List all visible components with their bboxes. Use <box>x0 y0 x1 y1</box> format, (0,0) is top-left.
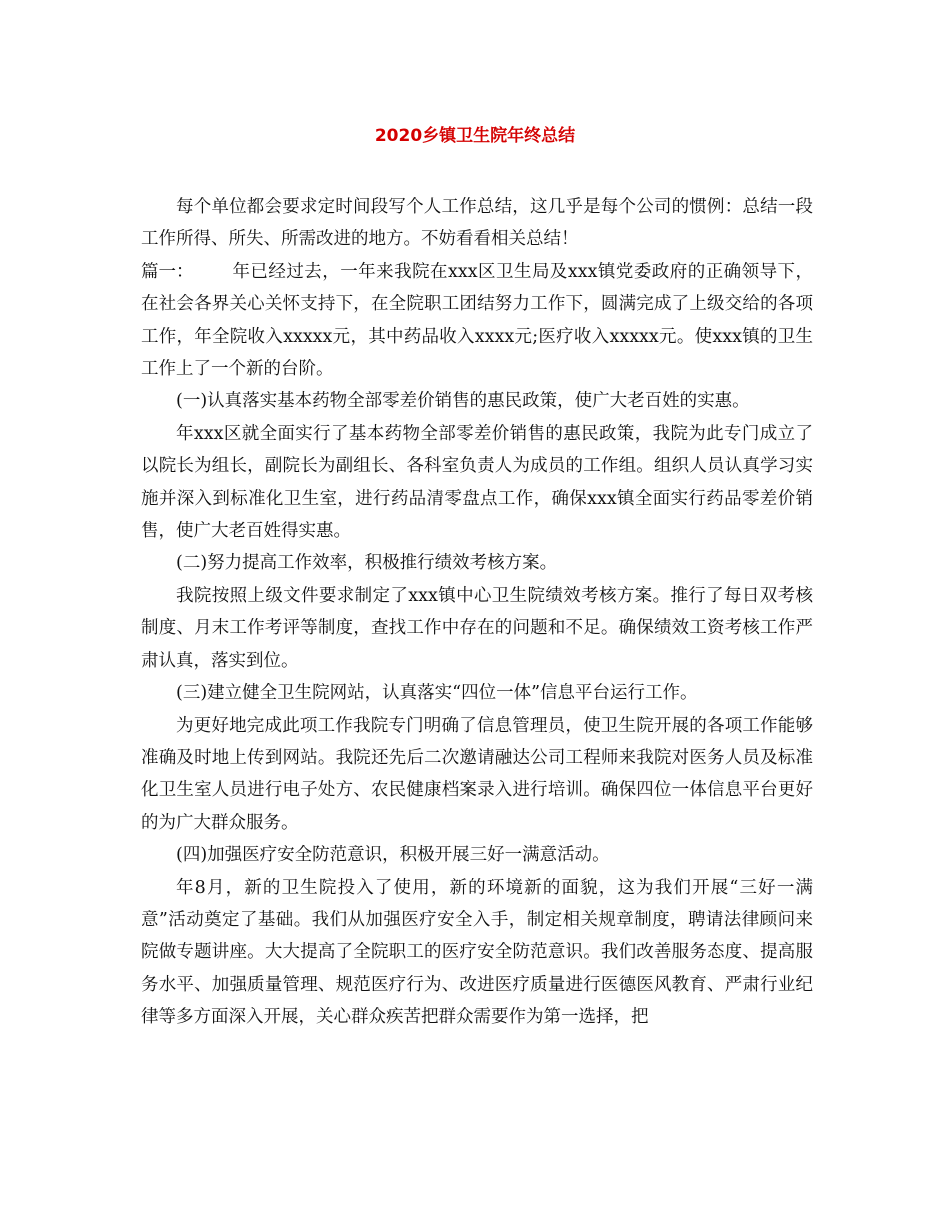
subheading-2: (二)努力提高工作效率，积极推行绩效考核方案。 <box>176 553 558 574</box>
document-body <box>141 191 813 1034</box>
intro-paragraph: 每个单位都会要求定时间段写个人工作总结，这几乎是每个公司的惯例：总结一段工作所得、所失、所需改进的地方。不妨看看相关总结！ <box>141 197 813 250</box>
section-one-text: 年已经过去，一年来我院在xxx区卫生局及xxx镇党委政府的正确领导下，在社会各界关心关怀支持下，在全院职工团结努力工作下，圆满完成了上级交给的各项工作，年全院收入xxxxx元，其中药品收入xxxx元;医疗收入xxxxx元。使xxx镇的卫生工作上了一个新的台阶。 <box>141 261 813 380</box>
document-title: 2020乡镇卫生院年终总结 <box>374 126 576 146</box>
section-label: 篇一： <box>141 261 194 282</box>
body-paragraph-2: 我院按照上级文件要求制定了xxx镇中心卫生院绩效考核方案。推行了每日双考核制度、月末工作考评等制度，查找工作中存在的问题和不足。确保绩效工资考核工作严肃认真，落实到位。 <box>141 585 813 671</box>
section-one-paragraph <box>141 256 813 386</box>
subheading-1: (一)认真落实基本药物全部零差价销售的惠民政策，使广大老百姓的实惠。 <box>176 391 750 412</box>
subheading-3: (三)建立健全卫生院网站，认真落实“四位一体”信息平台运行工作。 <box>176 683 698 704</box>
body-paragraph-4: 年8月，新的卫生院投入了使用，新的环境新的面貌，这为我们开展“三好一满意”活动奠定了基础。我们从加强医疗安全入手，制定相关规章制度，聘请法律顾问来院做专题讲座。大大提高了全院职工的医疗安全防范意识。我们改善服务态度、提高服务水平、加强质量管理、规范医疗行为、改进医疗质量进行医德医风教育、严肃行业纪律等多方面深入开展，关心群众疾苦把群众需要作为第一选择，把 <box>141 877 813 1028</box>
subheading-4: (四)加强医疗安全防范意识，积极开展三好一满意活动。 <box>176 845 610 866</box>
body-paragraph-1: 年xxx区就全面实行了基本药物全部零差价销售的惠民政策，我院为此专门成立了以院长为组长，副院长为副组长、各科室负责人为成员的工作组。组织人员认真学习实施并深入到标准化卫生室，进行药品清零盘点工作，确保xxx镇全面实行药品零差价销售，使广大老百姓得实惠。 <box>141 423 813 542</box>
body-paragraph-3: 为更好地完成此项工作我院专门明确了信息管理员，使卫生院开展的各项工作能够准确及时地上传到网站。我院还先后二次邀请融达公司工程师来我院对医务人员及标准化卫生室人员进行电子处方、农民健康档案录入进行培训。确保四位一体信息平台更好的为广大群众服务。 <box>141 715 813 833</box>
